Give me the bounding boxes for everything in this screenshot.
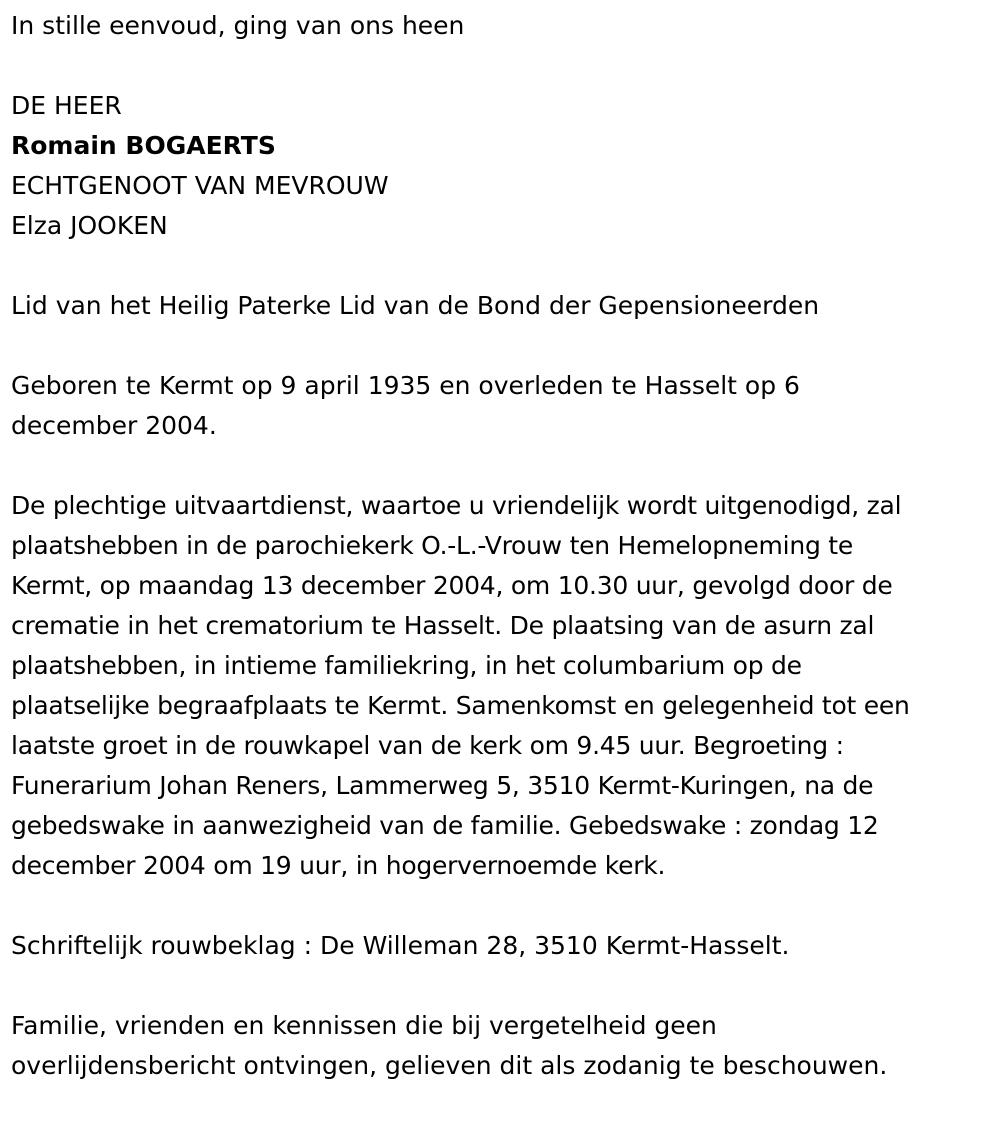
paragraph-line: Funerarium Johan Reners, Lammerweg 5, 3510 Kermt-Kuringen, na de bbox=[11, 771, 874, 800]
deceased-name: Romain BOGAERTS bbox=[11, 131, 276, 160]
intro-text: In stille eenvoud, ging van ons heen bbox=[11, 11, 465, 40]
paragraph-line: Kermt, op maandag 13 december 2004, om 10.30 uur, gevolgd door de bbox=[11, 571, 893, 600]
spacer bbox=[11, 326, 991, 366]
spacer bbox=[11, 446, 991, 486]
paragraph-line: laatste groet in de rouwkapel van de kerk om 9.45 uur. Begroeting : bbox=[11, 731, 844, 760]
paragraph-line: plaatselijke begraafplaats te Kermt. Samenkomst en gelegenheid tot een bbox=[11, 691, 910, 720]
service-paragraph bbox=[11, 486, 991, 886]
paragraph-line: Familie, vrienden en kennissen die bij vergetelheid geen bbox=[11, 1011, 717, 1040]
paragraph-line: gebedswake in aanwezigheid van de familie. Gebedswake : zondag 12 bbox=[11, 811, 879, 840]
paragraph-line: crematie in het crematorium te Hasselt. De plaatsing van de asurn zal bbox=[11, 611, 875, 640]
birth-death-paragraph bbox=[11, 366, 991, 446]
memberships-text: Lid van het Heilig Paterke Lid van de Bond der Gepensioneerden bbox=[11, 291, 820, 320]
spacer bbox=[11, 246, 991, 286]
paragraph-line: Geboren te Kermt op 9 april 1935 en overleden te Hasselt op 6 bbox=[11, 371, 800, 400]
spouse-name: Elza JOOKEN bbox=[11, 211, 168, 240]
title-prefix: DE HEER bbox=[11, 91, 122, 120]
spacer bbox=[11, 886, 991, 926]
paragraph-line: december 2004. bbox=[11, 411, 217, 440]
paragraph-line: plaatshebben, in intieme familiekring, in het columbarium op de bbox=[11, 651, 802, 680]
paragraph-line: plaatshebben in de parochiekerk O.-L.-Vrouw ten Hemelopneming te bbox=[11, 531, 853, 560]
spouse-label: ECHTGENOOT VAN MEVROUW bbox=[11, 171, 389, 200]
spacer bbox=[11, 46, 991, 86]
condolences-text: Schriftelijk rouwbeklag : De Willeman 28, 3510 Kermt-Hasselt. bbox=[11, 931, 790, 960]
death-notice bbox=[11, 6, 991, 1086]
paragraph-line: overlijdensbericht ontvingen, gelieven dit als zodanig te beschouwen. bbox=[11, 1051, 888, 1080]
paragraph-line: december 2004 om 19 uur, in hogervernoemde kerk. bbox=[11, 851, 666, 880]
closing-paragraph bbox=[11, 1006, 991, 1086]
paragraph-line: De plechtige uitvaartdienst, waartoe u vriendelijk wordt uitgenodigd, zal bbox=[11, 491, 902, 520]
spacer bbox=[11, 966, 991, 1006]
